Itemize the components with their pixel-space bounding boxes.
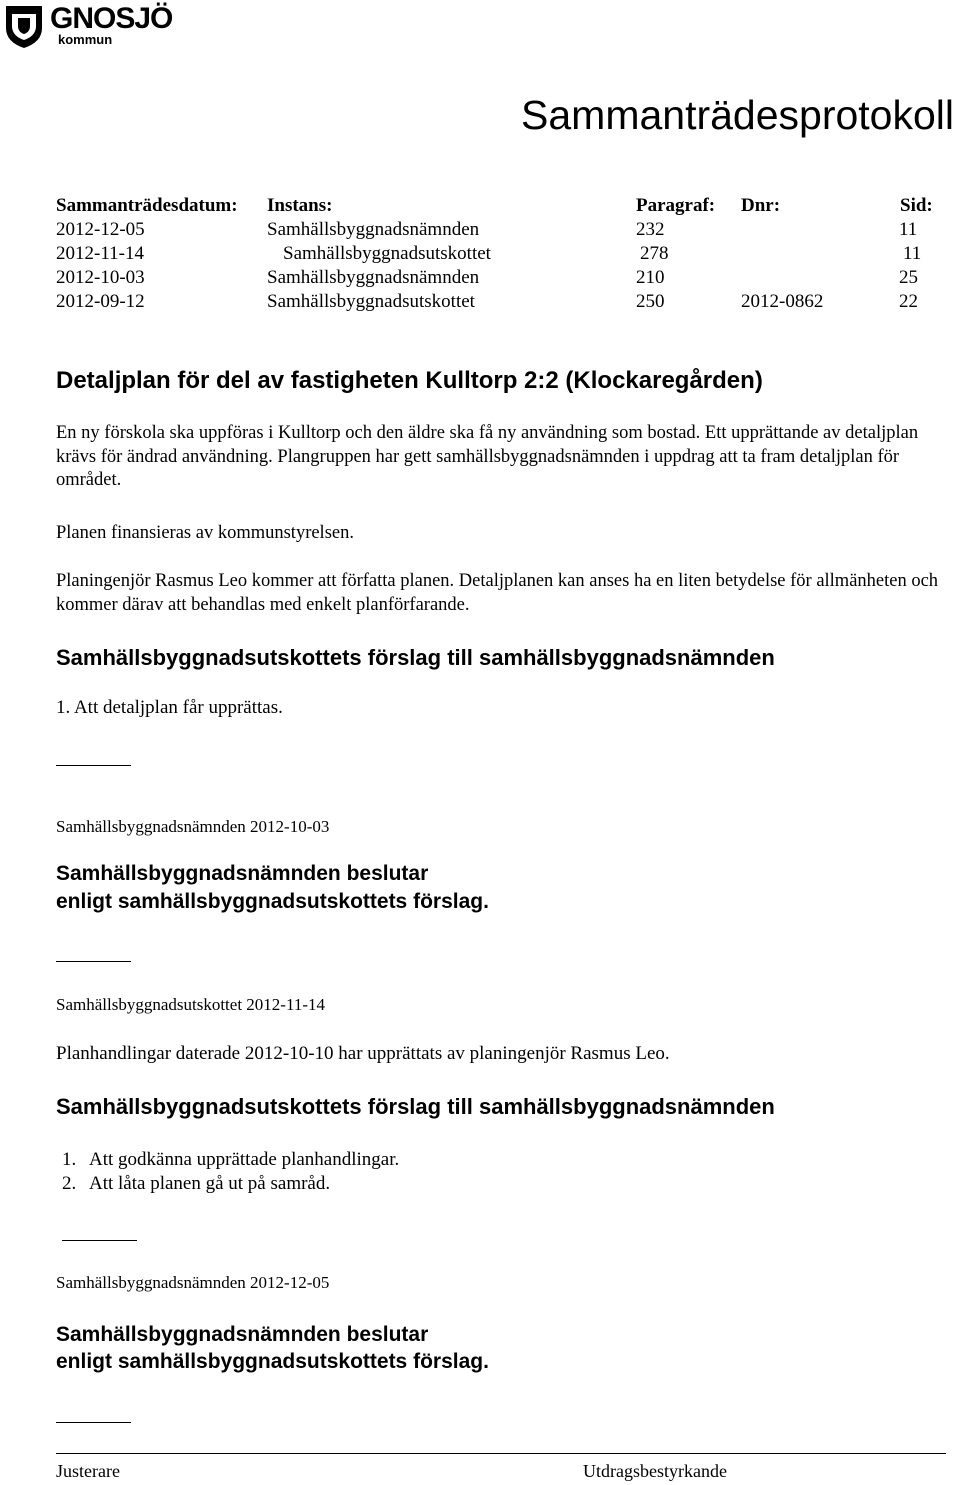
footer-extract-certifier: Utdragsbestyrkande: [583, 1461, 727, 1481]
row-2-page: 11: [903, 243, 922, 264]
footer-rule: [56, 1453, 946, 1454]
decision-1-line-2: enligt samhällsbyggnadsutskottets förslag.: [56, 890, 489, 913]
row-1-paragraph: 232: [636, 219, 665, 240]
meeting-meta-2: Samhällsbyggnadsutskottet 2012-11-14: [56, 995, 325, 1014]
decision-2-line-1: Samhällsbyggnadsnämnden beslutar: [56, 1323, 429, 1346]
row-1-instance: Samhällsbyggnadsnämnden: [267, 219, 480, 240]
row-2-date: 2012-11-14: [56, 243, 144, 264]
row-4-page: 22: [899, 291, 918, 312]
row-4-dnr: 2012-0862: [741, 291, 824, 312]
logo-sub: kommun: [58, 32, 113, 47]
row-3-instance: Samhällsbyggnadsnämnden: [267, 267, 480, 288]
proposal-item-num-1: 1.: [62, 1149, 77, 1170]
row-4-instance: Samhällsbyggnadsutskottet: [267, 291, 475, 312]
row-1-date: 2012-12-05: [56, 219, 145, 240]
paragraph-1: En ny förskola ska uppföras i Kulltorp och den äldre ska få ny användning som bostad. Ett upprättande av detaljplan krävs för ändrad användning. Plangruppen har gett samhällsbyggnadsnämnden i uppdrag att ta fram detaljplan för området.: [56, 423, 919, 490]
row-1-page: 11: [899, 219, 918, 240]
row-2-instance: Samhällsbyggnadsutskottet: [283, 243, 491, 264]
separator-3: [62, 1240, 137, 1241]
paragraph-3: Planingenjör Rasmus Leo kommer att författa planen. Detaljplanen kan anses ha en liten betydelse för allmänheten och kommer därav att behandlas med enkelt planförfarande.: [56, 571, 939, 615]
separator-1: [56, 765, 131, 766]
row-3-date: 2012-10-03: [56, 267, 145, 288]
row-4-date: 2012-09-12: [56, 291, 145, 312]
coat-of-arms-icon: [2, 2, 46, 50]
logo-name: GNOSJÖ: [50, 2, 173, 35]
decision-2-line-2: enligt samhällsbyggnadsutskottets förslag.: [56, 1350, 489, 1373]
row-3-page: 25: [899, 267, 918, 288]
logo: [2, 2, 172, 50]
header-page: Sid:: [900, 195, 933, 216]
footer-adjuster: Justerare: [56, 1461, 120, 1481]
row-3-paragraph: 210: [636, 267, 665, 288]
header-dnr: Dnr:: [741, 195, 781, 216]
proposal-item-text-1: Att godkänna upprättade planhandlingar.: [89, 1149, 400, 1170]
document-heading: Detaljplan för del av fastigheten Kulltorp 2:2 (Klockaregården): [56, 367, 763, 394]
row-4-paragraph: 250: [636, 291, 665, 312]
proposal-item-num-2: 2.: [62, 1173, 77, 1194]
proposal-item-1: 1. Att detaljplan får upprättas.: [56, 697, 283, 718]
planning-documents-text: Planhandlingar daterade 2012-10-10 har upprättats av planingenjör Rasmus Leo.: [56, 1043, 670, 1064]
page-title: Sammanträdesprotokoll: [521, 92, 954, 138]
proposal-item-text-2: Att låta planen gå ut på samråd.: [89, 1173, 331, 1194]
header-instance: Instans:: [267, 195, 333, 216]
decision-1-line-1: Samhällsbyggnadsnämnden beslutar: [56, 862, 429, 885]
proposal-heading-1: Samhällsbyggnadsutskottets förslag till samhällsbyggnadsnämnden: [56, 645, 775, 670]
meeting-meta-3: Samhällsbyggnadsnämnden 2012-12-05: [56, 1273, 330, 1292]
meeting-meta-1: Samhällsbyggnadsnämnden 2012-10-03: [56, 817, 330, 836]
paragraph-2: Planen finansieras av kommunstyrelsen.: [56, 523, 354, 543]
separator-2: [56, 961, 131, 962]
header-paragraph: Paragraf:: [636, 195, 716, 216]
proposal-heading-2: Samhällsbyggnadsutskottets förslag till samhällsbyggnadsnämnden: [56, 1094, 775, 1119]
header-date: Sammanträdesdatum:: [56, 195, 238, 216]
row-2-paragraph: 278: [640, 243, 669, 264]
separator-4: [56, 1422, 131, 1423]
